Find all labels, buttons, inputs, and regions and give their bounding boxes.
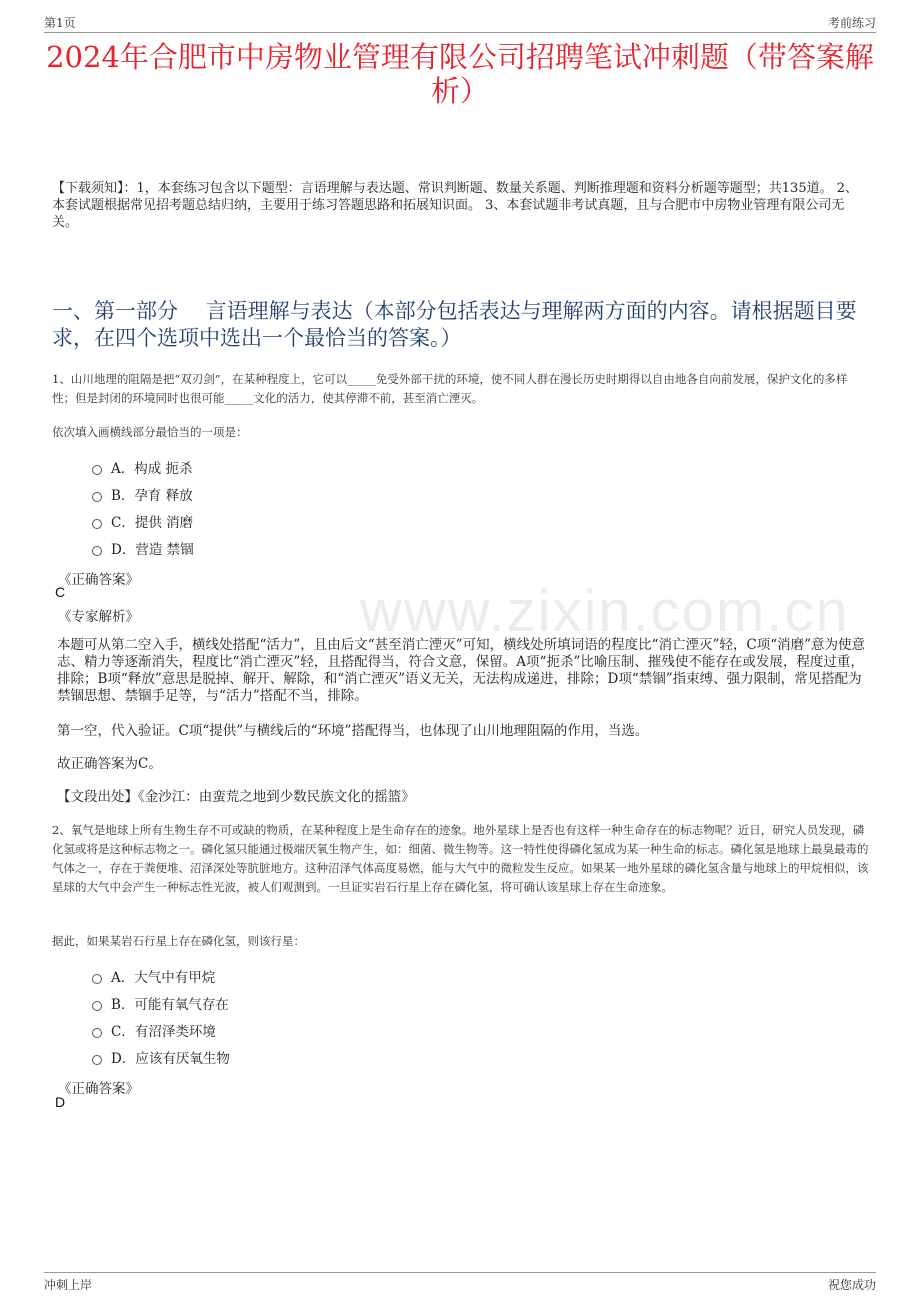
question-1-options bbox=[92, 453, 194, 561]
option-d[interactable]: D．应该有厌氧生物 bbox=[92, 1043, 230, 1070]
question-1-prompt: 依次填入画横线部分最恰当的一项是： bbox=[52, 425, 248, 439]
watermark: www.zixin.com.cn bbox=[360, 579, 850, 644]
radio-icon[interactable] bbox=[92, 974, 102, 984]
radio-icon[interactable] bbox=[92, 492, 102, 502]
radio-icon[interactable] bbox=[92, 465, 102, 475]
question-2-options bbox=[92, 962, 230, 1070]
option-d[interactable]: D．营造 禁锢 bbox=[92, 534, 194, 561]
radio-icon[interactable] bbox=[92, 546, 102, 556]
answer-label: 《正确答案》 bbox=[58, 1081, 139, 1097]
option-a[interactable]: A．大气中有甲烷 bbox=[92, 962, 230, 989]
analysis-source: 【文段出处】《金沙江：由蛮荒之地到少数民族文化的摇篮》 bbox=[57, 789, 415, 805]
question-2-stem: 2、氧气是地球上所有生物生存不可或缺的物质，在某种程度上是生命存在的迹象。地外星球上是否也有这样一种生命存在的标志物呢？近日，研究人员发现，磷化氢或将是这种标志物之一。磷化氢只能通过极端厌氧生物产生，如：细菌、微生物等。这一特性使得磷化氢成为某一种生命的标志。磷化氢是地球上最臭最毒的气体之一，存在于粪便堆、沼泽深处等肮脏地方。这种沼泽气体高度易燃，能与大气中的微粒发生反应。如果某一地外星球的磷化氢含量与地球上的甲烷相似，该星球的大气中会产生一种标志性光波，被人们观测到。一旦证实岩石行星上存在磷化氢，将可确认该星球上存在生命迹象。 bbox=[52, 823, 869, 894]
page-number: 第1页 bbox=[44, 16, 76, 30]
footer-left: 冲刺上岸 bbox=[44, 1278, 93, 1292]
radio-icon[interactable] bbox=[92, 1001, 102, 1011]
answer-value: C bbox=[55, 584, 66, 600]
option-c[interactable]: C．提供 消磨 bbox=[92, 507, 194, 534]
radio-icon[interactable] bbox=[92, 1055, 102, 1065]
page-footer bbox=[44, 1272, 876, 1292]
option-c[interactable]: C．有沼泽类环境 bbox=[92, 1016, 230, 1043]
radio-icon[interactable] bbox=[92, 1028, 102, 1038]
section-heading: 一、第一部分 言语理解与表达（本部分包括表达与理解两方面的内容。请根据题目要求，在四个选项中选出一个最恰当的答案。） bbox=[52, 299, 857, 350]
answer-label: 《正确答案》 bbox=[58, 572, 139, 588]
document-title: 2024年合肥市中房物业管理有限公司招聘笔试冲刺题（带答案解析） bbox=[46, 40, 874, 108]
header-tag: 考前练习 bbox=[827, 16, 876, 30]
option-b[interactable]: B．可能有氧气存在 bbox=[92, 989, 230, 1016]
analysis-conclusion: 故正确答案为C。 bbox=[57, 756, 162, 772]
download-notice: 【下载须知】：1，本套练习包含以下题型：言语理解与表达题、常识判断题、数量关系题、判断推理题和资料分析题等题型；共135道。 2、本套试题根据常见招考题总结归纳，主要用于练习答题思路和拓展知识面。 3、本套试题非考试真题，且与合肥市中房物业管理有限公司无关。 bbox=[52, 181, 858, 230]
page-header bbox=[44, 14, 876, 33]
option-b[interactable]: B．孕育 释放 bbox=[92, 480, 194, 507]
analysis-paragraph: 第一空，代入验证。C项“提供”与横线后的“环境”搭配得当，也体现了山川地理阻隔的作用，当选。 bbox=[57, 723, 649, 739]
question-1-stem: 1、山川地理的阻隔是把“双刃剑”，在某种程度上，它可以_____免受外部干扰的环境，使不同人群在漫长历史时期得以自由地各自向前发展，保护文化的多样性；但是封闭的环境同时也很可能_____文化的活力，使其停滞不前，甚至消亡湮灭。 bbox=[52, 372, 848, 405]
question-2-prompt: 据此，如果某岩石行星上存在磷化氢，则该行星： bbox=[52, 934, 305, 948]
answer-value: D bbox=[55, 1094, 66, 1110]
footer-right: 祝您成功 bbox=[827, 1278, 876, 1292]
analysis-label: 《专家解析》 bbox=[58, 609, 139, 625]
radio-icon[interactable] bbox=[92, 519, 102, 529]
analysis-paragraph: 本题可从第二空入手，横线处搭配“活力”，且由后文“甚至消亡湮灭”可知，横线处所填词语的程度比“消亡湮灭”轻，C项“消磨”意为使意志、精力等逐渐消失，程度比“消亡湮灭”轻，且搭配得当，符合文意，保留。A项“扼杀”比喻压制、摧残使不能存在或发展，程度过重，排除；B项“释放”意思是脱掉、解开、解除，和“消亡湮灭”语义无关，无法构成递进，排除；D项“禁锢”指束缚、强力限制，常见搭配为禁锢思想、禁锢手足等，与“活力”搭配不当，排除。 bbox=[57, 637, 866, 704]
option-a[interactable]: A．构成 扼杀 bbox=[92, 453, 194, 480]
